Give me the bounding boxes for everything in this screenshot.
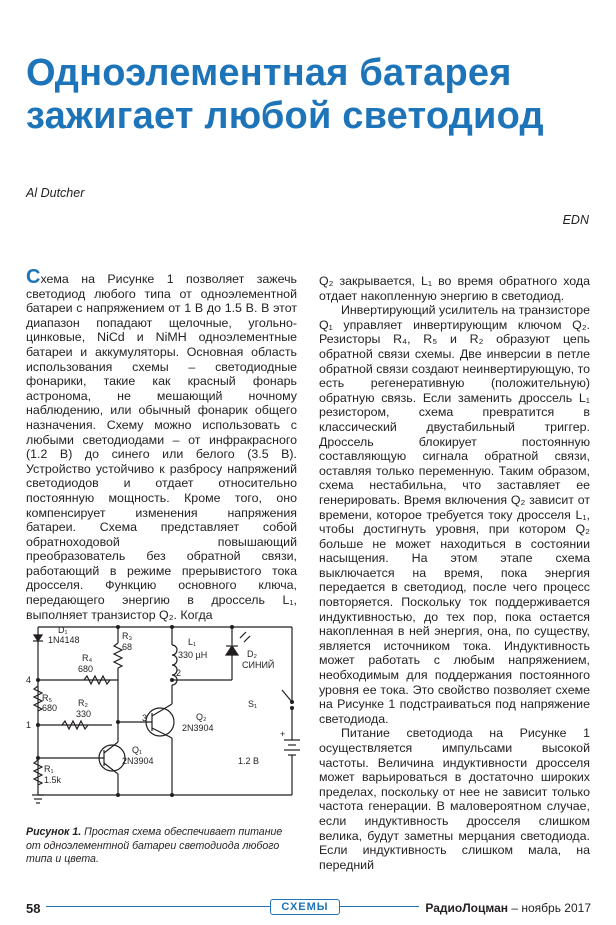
d2-ref: D₂ bbox=[247, 649, 257, 659]
right-column bbox=[319, 274, 590, 872]
node-2: 2 bbox=[176, 668, 182, 678]
r3-value: 68 bbox=[122, 642, 133, 652]
right-paragraph-2: Инвертирующий усилитель на транзисторе Q₁ управляет инвертирующим ключом Q₂. Резисторы R₄, R₅ и R₂ образуют цепь обратной связи схемы. Две инверсии в петле обратной связи создают неинвертирующую, то есть регенеративную (положительную) обратную связь. Если заменить дроссель L₁ резистором, схема превратится в классический двустабильный триггер. Дроссель блокирует постоянную составляющую сигнала обратной связи, оставляя только переменную. Таким образом, схема нестабильна, что заставляет ее генерировать. Время включения Q₂ зависит от времени, которое требуется току дросселя L₁, чтобы достигнуть уровня, при котором Q₂ больше не может находиться в состоянии насыщения. На этом этапе схема выключается на время, пока энергия передается в светодиод, после чего процесс повторяется. Поскольку ток поддерживается индуктивностью, до тех пор, пока остается накопленная в ней энергия, она, по существу, является источником тока. Индуктивность может работать с любым напряжением, необходимым для поддержания постоянного уровня ее тока. Это свойство позволяет схеме на Рисунке 1 подстраиваться под напряжение светодиода. bbox=[319, 303, 590, 726]
right-paragraph-3: Питание светодиода на Рисунке 1 осуществляется импульсами высокой частоты. Величина индуктивности дросселя может варьироваться в достаточно широких пределах, поскольку от нее не зависит только частота генерации. В маловероятном случае, если индуктивность дросселя слишком велика, будут заметны мерцания светодиода. Если индуктивность слишком мала, на передний bbox=[319, 726, 590, 872]
r5-value: 680 bbox=[42, 703, 58, 713]
q1-ref: Q₁ bbox=[132, 745, 143, 755]
node-1: 1 bbox=[26, 720, 32, 730]
d2-color: СИНИЙ bbox=[242, 660, 275, 670]
journal-name: РадиоЛоцман bbox=[425, 901, 509, 915]
r2-value: 330 bbox=[76, 709, 92, 719]
r1-value: 1.5k bbox=[44, 775, 62, 785]
caption-label: Рисунок 1. bbox=[26, 826, 82, 838]
q2-ref: Q₂ bbox=[196, 712, 207, 722]
intro-paragraph bbox=[26, 266, 297, 622]
right-paragraph-1: Q₂ закрывается, L₁ во время обратного хода отдает накопленную энергию в светодиод. bbox=[319, 274, 590, 303]
l1-ref: L₁ bbox=[188, 637, 197, 647]
s1-ref: S₁ bbox=[248, 699, 258, 709]
section-badge: СХЕМЫ bbox=[270, 899, 340, 915]
page-number: 58 bbox=[26, 901, 46, 916]
journal-issue: – ноябрь 2017 bbox=[511, 901, 591, 915]
q1-part: 2N3904 bbox=[122, 756, 154, 766]
circuit-schematic bbox=[22, 610, 300, 815]
q2-part: 2N3904 bbox=[182, 723, 214, 733]
d1-part: 1N4148 bbox=[48, 635, 80, 645]
source-name: EDN bbox=[562, 213, 589, 227]
article-title bbox=[26, 52, 596, 138]
battery-plus: + bbox=[280, 729, 286, 739]
r2-ref: R₂ bbox=[78, 698, 88, 708]
battery-voltage: 1.2 В bbox=[238, 756, 260, 766]
node-3: 3 bbox=[142, 713, 148, 723]
d1-ref: D₁ bbox=[58, 625, 68, 635]
r5-ref: R₅ bbox=[42, 693, 53, 703]
figure-caption bbox=[26, 826, 298, 867]
caption-text: Простая схема обеспечивает питание от одноэлементной батареи светодиода любого типа и цвета. bbox=[26, 826, 283, 866]
l1-value: 330 µH bbox=[178, 650, 208, 660]
title-line-1: Одноэлементная батарея bbox=[26, 52, 512, 94]
left-column bbox=[26, 266, 297, 622]
title-line-2: зажигает любой светодиод bbox=[26, 95, 544, 137]
r1-ref: R₁ bbox=[44, 764, 54, 774]
intro-text: хема на Рисунке 1 позволяет зажечь светодиод любого типа от одноэлементной батареи с напряжением от 1 В до 1.5 В. В этот диапазон попадают щелочные, угольно-цинковые, NiCd и NiMH одноэлементные батареи и аккумуляторы. Основная область использования схемы – светодиодные фонарики, такие как красный фонарь астронома, не мешающий ночному наблюдению, или обычный фонарик общего назначения. Схему можно использовать с любыми светодиодами – от инфракрасного (1.2 В) до синего или белого (3.5 В). Устройство устойчиво к разбросу напряжений светодиодов и отдает относительно постоянную мощность. Кроме того, оно компенсирует изменения напряжения батареи. Схема представляет собой обратноходовой повышающий преобразователь без обратной связи, работающий в режиме прерывистого тока дросселя. Функцию основного ключа, передающего энергию в дроссель L₁, выполняет транзистор Q₂. Когда bbox=[26, 272, 297, 622]
r4-value: 680 bbox=[78, 664, 94, 674]
journal-info bbox=[419, 901, 591, 915]
r4-ref: R₄ bbox=[82, 653, 93, 663]
drop-cap: С bbox=[26, 266, 41, 288]
r3-ref: R₃ bbox=[122, 631, 133, 641]
node-4: 4 bbox=[26, 675, 32, 685]
author-name: Al Dutcher bbox=[26, 186, 85, 200]
